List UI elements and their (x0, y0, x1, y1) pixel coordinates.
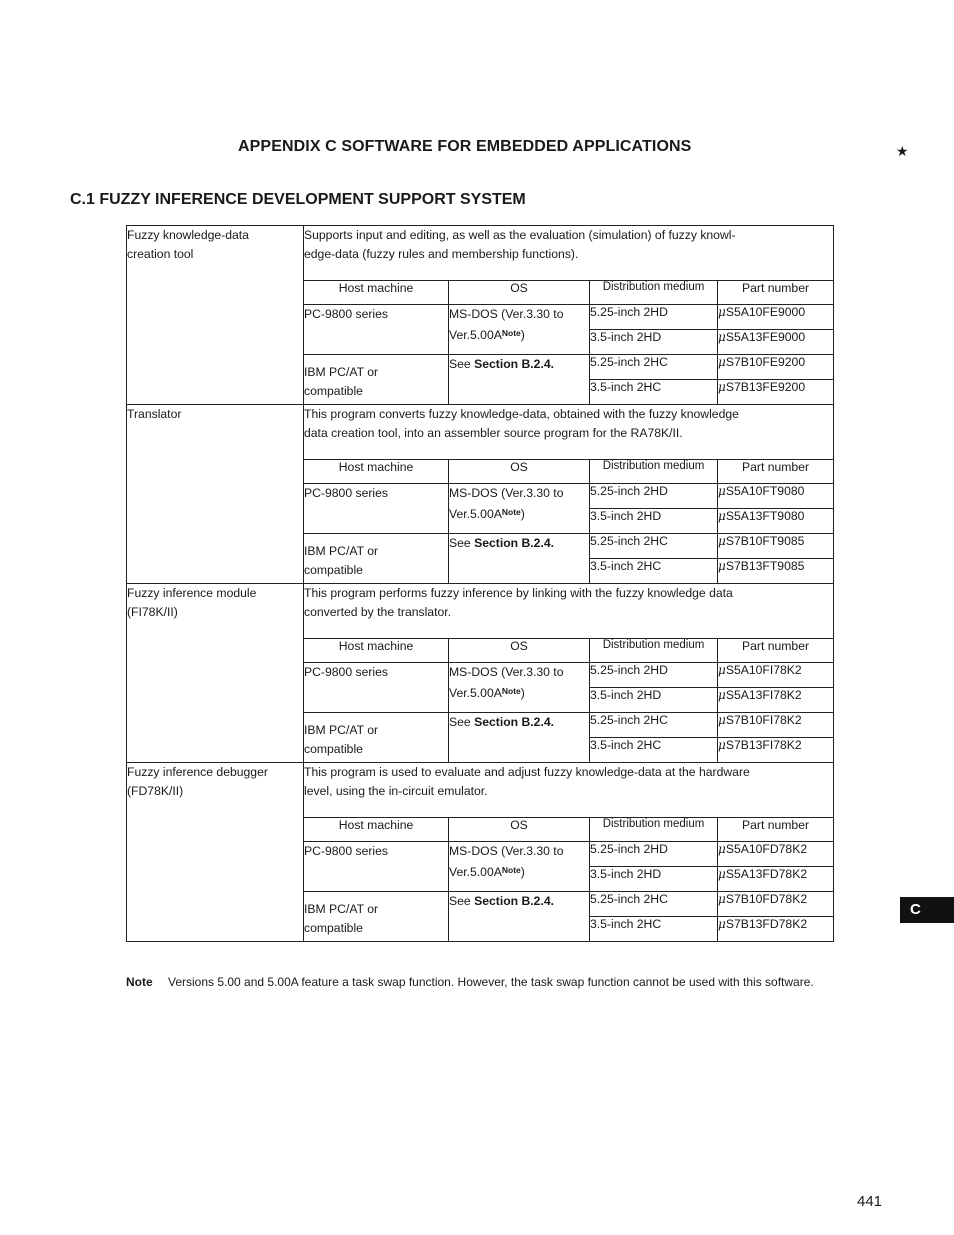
header-host-machine: Host machine (304, 460, 449, 484)
part-number: S5A13FT9080 (725, 509, 805, 523)
header-part-number: Part number (718, 281, 834, 305)
os-line: MS-DOS (Ver.3.30 to (449, 307, 564, 321)
see-prefix: See (449, 536, 475, 550)
tool-name-line: creation tool (127, 247, 194, 261)
tool-description-line: Supports input and editing, as well as the evaluation (simulation) of fuzzy knowl- (304, 228, 736, 242)
part-number-cell (718, 738, 834, 763)
os-close-paren: ) (520, 686, 525, 700)
tool-description (304, 226, 834, 281)
host-machine-cell: PC-9800 series (304, 484, 449, 534)
host-line: compatible (304, 384, 363, 398)
distribution-medium-cell: 5.25-inch 2HC (590, 892, 718, 917)
os-line (449, 324, 589, 345)
distribution-medium-cell: 3.5-inch 2HC (590, 738, 718, 763)
tool-description-line: This program is used to evaluate and adjust fuzzy knowledge-data at the hardware (304, 765, 750, 779)
tool-name-line: Fuzzy inference debugger (127, 765, 268, 779)
mu-prefix: μ (718, 380, 726, 394)
star-icon: ★ (896, 143, 909, 159)
mu-prefix: μ (718, 688, 726, 702)
section-reference: Section B.2.4. (474, 894, 554, 908)
header-part-number: Part number (718, 639, 834, 663)
os-version: Ver.5.00A (449, 865, 502, 879)
note-ref: Note (501, 686, 521, 696)
os-version: Ver.5.00A (449, 328, 502, 342)
tool-name (127, 226, 304, 405)
mu-prefix: μ (718, 738, 726, 752)
part-number-cell (718, 559, 834, 584)
section-reference: Section B.2.4. (474, 536, 554, 550)
header-os: OS (449, 818, 590, 842)
mu-prefix: μ (718, 917, 726, 931)
host-line: compatible (304, 742, 363, 756)
mu-prefix: μ (718, 509, 726, 523)
os-version: Ver.5.00A (449, 507, 502, 521)
part-number-cell (718, 867, 834, 892)
part-number: S5A10FT9080 (725, 484, 805, 498)
tool-description-line: This program performs fuzzy inference by linking with the fuzzy knowledge data (304, 586, 733, 600)
host-line: compatible (304, 563, 363, 577)
mu-prefix: μ (718, 663, 726, 677)
mu-prefix: μ (718, 713, 726, 727)
part-number-cell (718, 484, 834, 509)
tool-description-line: edge-data (fuzzy rules and membership functions). (304, 247, 579, 261)
distribution-medium-cell: 5.25-inch 2HD (590, 305, 718, 330)
os-line: MS-DOS (Ver.3.30 to (449, 844, 564, 858)
mu-prefix: μ (718, 355, 726, 369)
distribution-medium-cell: 5.25-inch 2HC (590, 713, 718, 738)
section-reference: Section B.2.4. (474, 715, 554, 729)
os-cell (449, 355, 590, 405)
part-number-cell (718, 917, 834, 942)
host-machine-cell (304, 534, 449, 584)
distribution-medium-cell: 5.25-inch 2HD (590, 663, 718, 688)
distribution-medium-cell: 5.25-inch 2HD (590, 842, 718, 867)
distribution-medium-cell: 5.25-inch 2HD (590, 484, 718, 509)
note-text: Versions 5.00 and 5.00A feature a task swap function. However, the task swap function cannot be used with this software. (168, 975, 814, 989)
distribution-medium-cell: 3.5-inch 2HD (590, 688, 718, 713)
os-line (449, 682, 589, 703)
part-number: S5A13FE9000 (725, 330, 806, 344)
part-number-cell (718, 305, 834, 330)
mu-prefix: μ (718, 330, 726, 344)
part-number: S5A10FI78K2 (725, 663, 802, 677)
tool-name-line: (FI78K/II) (127, 605, 178, 619)
host-machine-cell (304, 713, 449, 763)
distribution-medium-cell: 5.25-inch 2HC (590, 355, 718, 380)
mu-prefix: μ (718, 559, 726, 573)
tool-name-line: Translator (127, 407, 182, 421)
os-cell (449, 892, 590, 942)
part-number: S7B13FD78K2 (725, 917, 808, 931)
host-line: IBM PC/AT or (304, 365, 379, 379)
part-number-cell (718, 355, 834, 380)
mu-prefix: μ (718, 892, 726, 906)
part-number-cell (718, 509, 834, 534)
appendix-side-tab: C (900, 897, 954, 923)
host-machine-cell: PC-9800 series (304, 663, 449, 713)
os-line: MS-DOS (Ver.3.30 to (449, 665, 564, 679)
tool-description (304, 763, 834, 818)
part-number: S7B10FI78K2 (725, 713, 802, 727)
part-number-cell (718, 842, 834, 867)
mu-prefix: μ (718, 305, 726, 319)
page-number: 441 (857, 1193, 883, 1210)
part-number: S7B13FI78K2 (725, 738, 802, 752)
distribution-medium-cell: 5.25-inch 2HC (590, 534, 718, 559)
section-title: C.1 FUZZY INFERENCE DEVELOPMENT SUPPORT SYSTEM (70, 191, 526, 208)
part-number-cell (718, 534, 834, 559)
header-host-machine: Host machine (304, 818, 449, 842)
part-number-cell (718, 713, 834, 738)
host-machine-cell: PC-9800 series (304, 305, 449, 355)
header-os: OS (449, 639, 590, 663)
tool-name (127, 584, 304, 763)
part-number: S5A10FD78K2 (725, 842, 808, 856)
host-line: IBM PC/AT or (304, 544, 379, 558)
distribution-medium-cell: 3.5-inch 2HC (590, 559, 718, 584)
host-line: IBM PC/AT or (304, 902, 379, 916)
tool-description-row (127, 226, 834, 281)
appendix-title: APPENDIX C SOFTWARE FOR EMBEDDED APPLICATIONS (238, 138, 692, 155)
tool-description (304, 405, 834, 460)
mu-prefix: μ (718, 867, 726, 881)
header-part-number: Part number (718, 818, 834, 842)
os-cell (449, 305, 590, 355)
part-number: S7B10FT9085 (725, 534, 805, 548)
tool-description-line: data creation tool, into an assembler source program for the RA78K/II. (304, 426, 683, 440)
part-number: S5A10FE9000 (725, 305, 806, 319)
os-line (449, 503, 589, 524)
part-number-cell (718, 380, 834, 405)
tool-name (127, 405, 304, 584)
os-close-paren: ) (520, 328, 525, 342)
distribution-medium-cell: 3.5-inch 2HD (590, 509, 718, 534)
distribution-medium-cell: 3.5-inch 2HC (590, 917, 718, 942)
tool-name-line: Fuzzy knowledge-data (127, 228, 249, 242)
mu-prefix: μ (718, 484, 726, 498)
part-number: S7B13FE9200 (725, 380, 806, 394)
os-close-paren: ) (520, 507, 525, 521)
os-cell (449, 713, 590, 763)
os-line (449, 861, 589, 882)
header-distribution-medium: Distribution medium (590, 818, 718, 842)
part-number-cell (718, 688, 834, 713)
header-distribution-medium: Distribution medium (590, 639, 718, 663)
os-line: MS-DOS (Ver.3.30 to (449, 486, 564, 500)
see-prefix: See (449, 357, 475, 371)
header-host-machine: Host machine (304, 639, 449, 663)
os-cell (449, 663, 590, 713)
part-number-cell (718, 663, 834, 688)
tool-description-row (127, 763, 834, 818)
os-cell (449, 534, 590, 584)
tool-description-line: level, using the in-circuit emulator. (304, 784, 488, 798)
distribution-medium-cell: 3.5-inch 2HC (590, 380, 718, 405)
part-number: S7B13FT9085 (725, 559, 805, 573)
part-number: S7B10FD78K2 (725, 892, 808, 906)
os-version: Ver.5.00A (449, 686, 502, 700)
tool-name-line: Fuzzy inference module (127, 586, 257, 600)
part-number: S5A13FD78K2 (725, 867, 808, 881)
header-os: OS (449, 281, 590, 305)
distribution-medium-cell: 3.5-inch 2HD (590, 330, 718, 355)
header-distribution-medium: Distribution medium (590, 281, 718, 305)
host-machine-cell (304, 355, 449, 405)
see-prefix: See (449, 715, 475, 729)
software-table (126, 225, 834, 942)
host-machine-cell (304, 892, 449, 942)
note-ref: Note (501, 328, 521, 338)
os-cell (449, 842, 590, 892)
host-line: IBM PC/AT or (304, 723, 379, 737)
tool-description-row (127, 584, 834, 639)
section-reference: Section B.2.4. (474, 357, 554, 371)
os-close-paren: ) (520, 865, 525, 879)
host-machine-cell: PC-9800 series (304, 842, 449, 892)
tool-description-row (127, 405, 834, 460)
header-os: OS (449, 460, 590, 484)
note-label: Note (126, 975, 153, 989)
part-number-cell (718, 330, 834, 355)
mu-prefix: μ (718, 842, 726, 856)
tool-description (304, 584, 834, 639)
distribution-medium-cell: 3.5-inch 2HD (590, 867, 718, 892)
os-cell (449, 484, 590, 534)
mu-prefix: μ (718, 534, 726, 548)
see-prefix: See (449, 894, 475, 908)
tool-description-line: converted by the translator. (304, 605, 452, 619)
part-number: S7B10FE9200 (725, 355, 806, 369)
part-number-cell (718, 892, 834, 917)
note-ref: Note (501, 865, 521, 875)
header-distribution-medium: Distribution medium (590, 460, 718, 484)
note-ref: Note (501, 507, 521, 517)
part-number: S5A13FI78K2 (725, 688, 802, 702)
tool-description-line: This program converts fuzzy knowledge-data, obtained with the fuzzy knowledge (304, 407, 739, 421)
header-part-number: Part number (718, 460, 834, 484)
tool-name (127, 763, 304, 942)
host-line: compatible (304, 921, 363, 935)
header-host-machine: Host machine (304, 281, 449, 305)
tool-name-line: (FD78K/II) (127, 784, 184, 798)
